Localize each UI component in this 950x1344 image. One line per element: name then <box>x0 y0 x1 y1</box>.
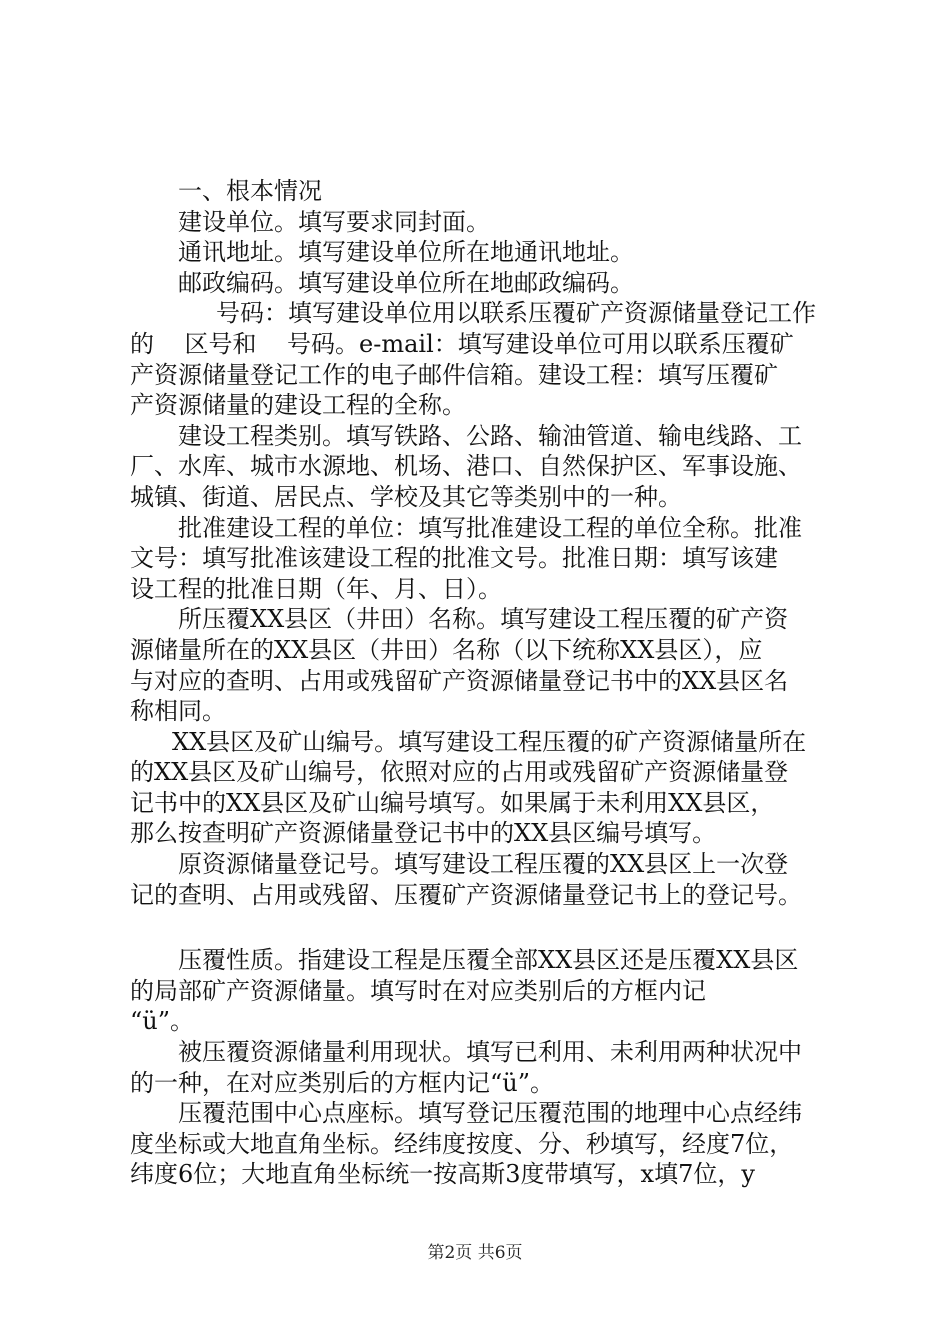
paragraph-gap <box>130 910 840 945</box>
paragraph-line: 厂、水库、城市水源地、机场、港口、自然保护区、军事设施、 <box>130 452 802 481</box>
page-number-footer: 第2页 共6页 <box>427 1243 523 1263</box>
paragraph-line: 纬度6位；大地直角坐标统一按高斯3度带填写，x填7位，y <box>130 1160 755 1189</box>
paragraph-line: 设工程的批准日期（年、月、日）。 <box>130 574 502 603</box>
paragraph-line: “ü”。 <box>130 1007 194 1036</box>
section-heading: 一、根本情况 <box>178 177 322 205</box>
paragraph-line: 的一种，在对应类别后的方框内记“ü”。 <box>130 1068 554 1097</box>
paragraph-line: 记的查明、占用或残留、压覆矿产资源储量登记书上的登记号。 <box>130 880 802 909</box>
paragraph-line: 建设单位。填写要求同封面。 <box>178 207 490 236</box>
paragraph-line: 产资源储量的建设工程的全称。 <box>130 391 466 420</box>
paragraph-line: 邮政编码。填写建设单位所在地邮政编码。 <box>178 268 634 297</box>
paragraph-line: 所压覆XX县区（井田）名称。填写建设工程压覆的矿产资 <box>178 605 789 634</box>
paragraph-line: 压覆范围中心点座标。填写登记压覆范围的地理中心点经纬 <box>178 1099 802 1128</box>
paragraph-line: 城镇、街道、居民点、学校及其它等类别中的一种。 <box>130 482 682 511</box>
paragraph-line: 号码：填写建设单位用以联系压覆矿产资源储量登记工作 <box>216 299 816 328</box>
paragraph-line: 通讯地址。填写建设单位所在地通讯地址。 <box>178 238 634 267</box>
paragraph-line: 压覆性质。指建设工程是压覆全部XX县区还是压覆XX县区 <box>178 946 799 975</box>
paragraph-line: XX县区及矿山编号。填写建设工程压覆的矿产资源储量所在 <box>172 727 807 756</box>
paragraph-line: 原资源储量登记号。填写建设工程压覆的XX县区上一次登 <box>178 850 789 879</box>
paragraph-line: 称相同。 <box>130 697 226 726</box>
paragraph-line: 与对应的查明、占用或残留矿产资源储量登记书中的XX县区名 <box>130 666 789 695</box>
paragraph-line: 源储量所在的XX县区（井田）名称（以下统称XX县区），应 <box>130 635 763 664</box>
paragraph-line: 文号：填写批准该建设工程的批准文号。批准日期：填写该建 <box>130 544 778 573</box>
paragraph-line: 的 区号和 号码。e-mail：填写建设单位可用以联系压覆矿 <box>130 329 794 358</box>
paragraph-line: 批准建设工程的单位：填写批准建设工程的单位全称。批准 <box>178 513 802 542</box>
document-body <box>130 176 840 1190</box>
paragraph-line: 的XX县区及矿山编号，依照对应的占用或残留矿产资源储量登 <box>130 758 789 787</box>
paragraph-line: 建设工程类别。填写铁路、公路、输油管道、输电线路、工 <box>178 421 802 450</box>
paragraph-line: 产资源储量登记工作的电子邮件信箱。建设工程：填写压覆矿 <box>130 360 778 389</box>
paragraph-line: 的局部矿产资源储量。填写时在对应类别后的方框内记 <box>130 976 706 1005</box>
paragraph-line: 度坐标或大地直角坐标。经纬度按度、分、秒填写，经度7位， <box>130 1129 794 1158</box>
paragraph-line: 记书中的XX县区及矿山编号填写。如果属于未利用XX县区， <box>130 788 775 817</box>
paragraph-line: 那么按查明矿产资源储量登记书中的XX县区编号填写。 <box>130 819 717 848</box>
paragraph-line: 被压覆资源储量利用现状。填写已利用、未利用两种状况中 <box>178 1038 802 1067</box>
